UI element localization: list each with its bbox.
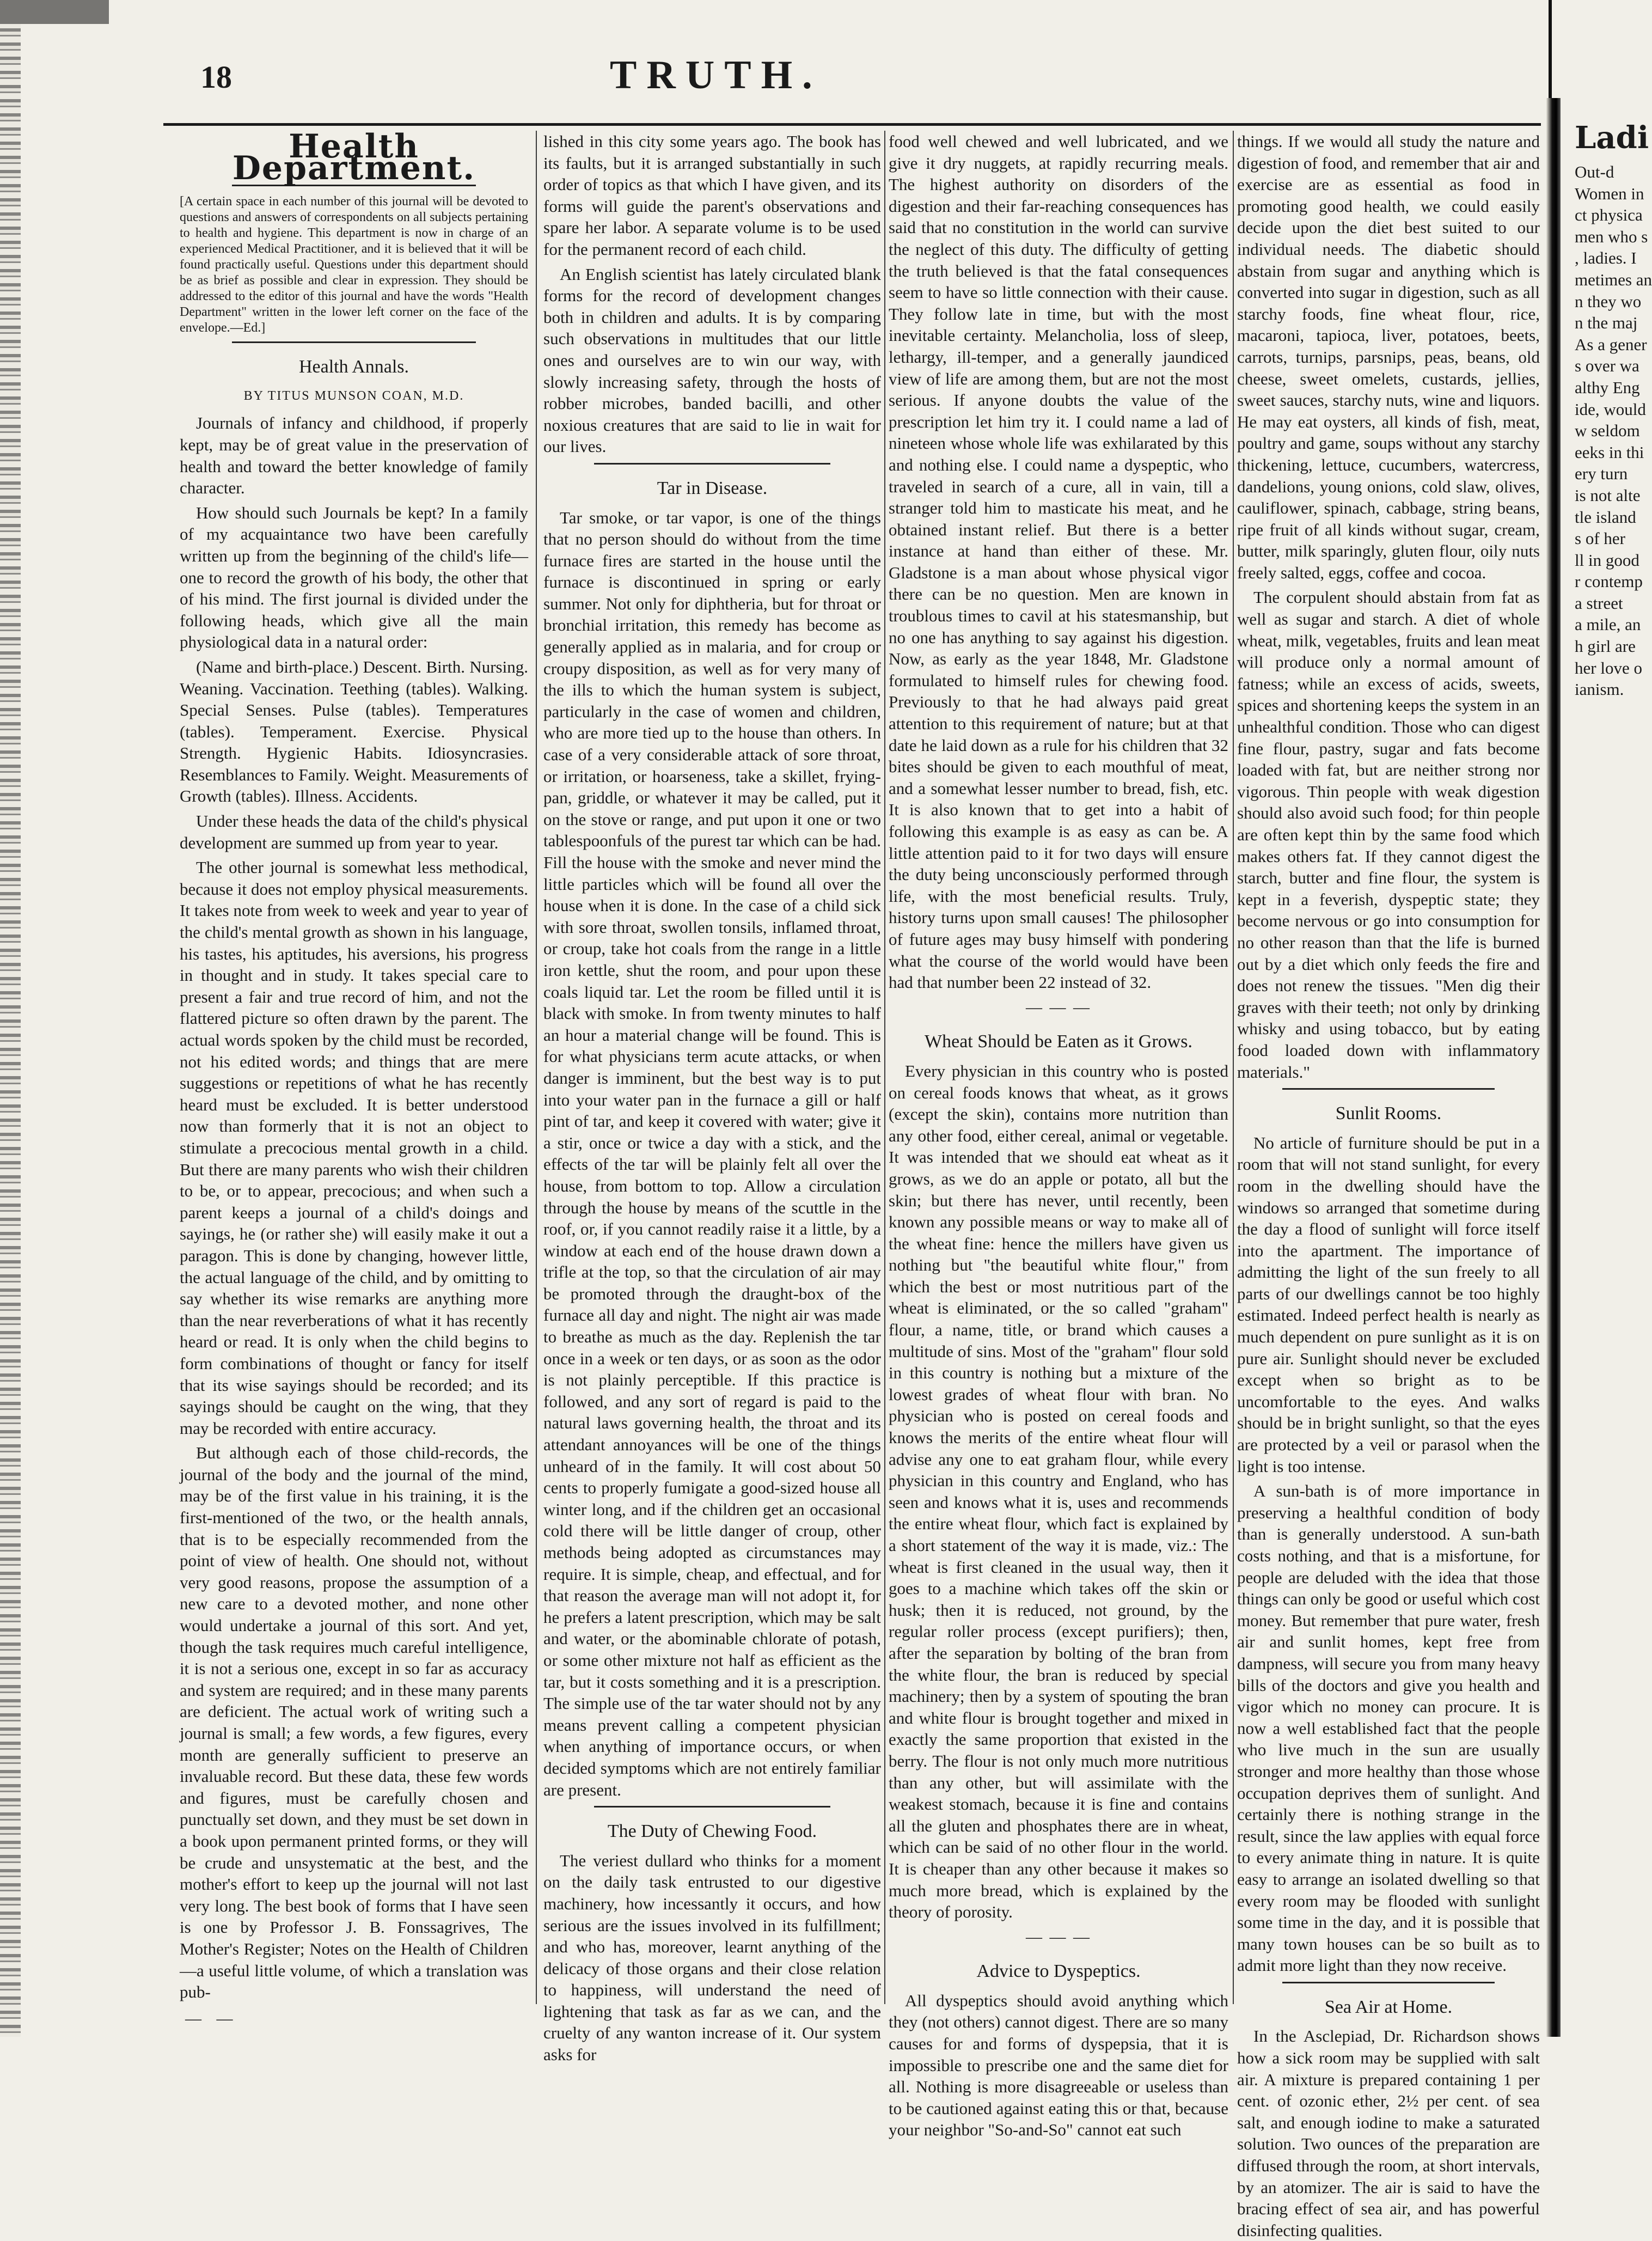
adjacent-line: n the maj [1575,313,1638,333]
paragraph: Every physician in this country who is posted on cereal foods knows that wheat, as it grows (except the skin), contains more nutrition than any other food, either cereal, animal or vegetable. It was intended that we should eat wheat as it grows, as we do an apple or potato, all but the skin; but there has never, until recently, been known any possible means or way to make all of the wheat fine: hence the millers have given us nothing but "the beautiful white flour," from which the best or most nutritious part of the wheat is eliminated, or the so called "graham" flour, a name, title, or brand which causes a multitude of sins. Most of the "graham" flour sold in this country is nothing but a mixture of the lowest grades of wheat flour with bran. No physician who is posted on cereal foods and knows the merits of the entire wheat flour will advise any one to eat graham flour, while every physician in this country and England, who has seen and knows what it is, uses and recommends the entire wheat flour, which fact is explained by a short statement of the way it is made, viz.: The wheat is first cleaned in the usual way, then it goes to a machine which takes off the skin or husk; then it is reduced, not ground, by the regular roller process (except purifiers); then, after the separation by bolting of the bran from the white flour, the bran is reduced by special machinery; then by a system of spouting the bran and white flour is brought together and mixed in exactly the same proportion that existed in the berry. The flour is not only much more nutritious than any other, but will assimilate with the weakest stomach, because it is fine and contains all the gluten and phosphates there are in wheat, which can be said of no other flour in the world. It is cheaper than any other because it makes so much more bread, which is explained by the theory of porosity. [889,1061,1228,1922]
paragraph: The corpulent should abstain from fat as well as sugar and starch. A diet of whole wheat, milk, vegetables, fruits and lean meat will produce only a normal amount of fatness; while an excess of acids, sweets, spices and shortening keeps the system in an unhealthful condition. Those who can digest fine flour, pastry, sugar and fats become loaded with fat, but are neither strong nor vigorous. Thin people with weak digestion should also avoid such food; for thin people are often kept thin by the same food which makes others fat. If they cannot digest the starch, butter and fine flour, the system is kept in a feverish, dyspeptic state; they become nervous or go into consumption for no other reason than that the life is burned out by a diet which only feeds the fire and does not renew the tissues. "Men dig their graves with their teeth; not only by drinking whisky and using tobacco, but by eating food loaded down with inflammatory materials." [1237,588,1540,1082]
paragraph: (Name and birth-place.) Descent. Birth. Nursing. Weaning. Vaccination. Teething (tables). Walking. Special Senses. Pulse (tables). Temperatures (tables). Temperament. Exercise. Physical Strength. Hygienic Habits. Idiosyncrasies. Resemblances to Family. Weight. Measurements of Growth (tables). Illness. Accidents. [180,657,528,806]
paragraph: Tar smoke, or tar vapor, is one of the things that no person should do without from the time furnace fires are started in the house until the furnace is discontinued in spring or early summer. Not only for diphtheria, but for throat or bronchial irritation, this remedy has become as generally applied as in malaria, and for croup or croupy disposition, as well as for very many of the ills to which the human system is subject, particularly in the case of women and children, who are more tied up to the house than others. In case of a very considerable attack of sore throat, or irritation, or hoarseness, take a skillet, frying-pan, griddle, or whatever it may be called, put it on the stove or range, and put upon it one or two tablespoonfuls of the purest tar which can be had. Fill the house with the smoke and never mind the little particles which will be found all over the house when it is done. In the case of a child sick with sore throat, swollen tonsils, inflamed throat, or croup, take hot coals from the range in a little iron kettle, shut the room, and pour upon these coals liquid tar. Let the room be filled until it is black with smoke. In from twenty minutes to half an hour a material change will be found. This is for what physicians term acute attacks, or when danger is imminent, but the best way is to put into your water pan in the furnace a gill or half pint of tar, and keep it covered with water; give it a stir, once or twice a day with a stick, and the effects of the tar will be plainly felt all over the house, from bottom to top. Allow a circulation through the house by means of the scuttle in the roof, or, if you cannot readily raise it a little, by a window at each end of the house drawn down a trifle at the top, so that the circulation of air may be promoted through the draught-box of the furnace all day and night. The night air was made to breathe as much as the day. Replenish the tar once in a week or ten days, or as soon as the odor is not plainly perceptible. If this practice is followed, and any sort of regard is paid to the natural laws governing health, the throat and its attendant annoyances will be one of the things unheard of in the family. It will cost about 50 cents to properly fumigate a good-sized house all winter long, and if the children get an occasional cold there will be little danger of croup, other methods being adopted as circumstances may require. It is simple, cheap, and effectual, and for that reason the average man will not adopt it, for he prefers a latent prescription, which may be salt and water, or the abominable chlorate of potash, or some other mixture not half as efficient as the tar, but it costs something and it is a prescription. The simple use of the tar water should not by any means prevent calling a competent physician when anything of importance occurs, or when decided symptoms which are not entirely familiar are present. [543,508,881,1799]
column-3 [889,131,1228,2140]
adjacent-line: metimes an [1575,270,1652,289]
section-divider: — — — [1026,998,1091,1016]
article-title-dyspeptics: Advice to Dyspeptics. [976,1961,1141,1982]
article-byline: BY TITUS MUNSON COAN, M.D. [243,388,464,403]
paragraph: The other journal is somewhat less methodical, because it does not employ physical measurements. It takes note from week to week and year to year of the child's mental growth as shown in his language, his tastes, his aptitudes, his aversions, his progress in thought and in study. It takes special care to present a fair and true record of him, and not the flattered picture so often drawn by the parent. The actual words spoken by the child must be recorded, not his edited words; and things that are mere suggestions or repetitions of what he has recently heard must be excluded. It is better understood now than formerly that it is not an object to stimulate a precocious mental growth in a child. But there are many parents who wish their children to be, or to appear, precocious; and when such a parent keeps a journal of a child's doings and sayings, he (or rather she) will easily make it out a paragon. This is done by changing, however little, the actual language of the child, and by omitting to say whether its wise remarks are anything more than the near reverberations of what it has recently heard or read. It is only when the child begins to form combinations of thought or fancy for itself that its wise sayings should be recorded; and its sayings should be caught on the wing, that they may be recorded with entire accuracy. [180,858,528,1438]
adjacent-line: men who s [1575,227,1648,246]
adjacent-line: her love o [1575,658,1642,677]
adjacent-line: ide, would [1575,399,1646,419]
paragraph: An English scientist has lately circulated blank forms for the record of development changes both in children and adults. It is by comparing such observations in multitudes that our little ones and ourselves are to win our way, with slowly increasing safety, through the hosts of robber microbes, banded bacilli, and other noxious creatures that are said to lie in wait for our lives. [543,264,881,456]
paragraph: A sun-bath is of more importance in preserving a healthful condition of body than is generally understood. A sun-bath costs nothing, and that is a misfortune, for people are deluded with the idea that those things can only be good or useful which cost money. But remember that pure water, fresh air and sunlit homes, kept free from dampness, will secure you from many heavy bills of the doctors and give you health and vigor which no money can procure. It is now a well established fact that the people who live much in the sun are usually stronger and more healthy than those whose occupation deprives them of sunlight. And certainly there is nothing strange in the result, since the law applies with equal force to every animate thing in nature. It is quite easy to arrange an isolated dwelling so that every room may be flooded with sunlight some time in the day, and it is possible that many town houses can be so built as to admit more light than they now receive. [1237,1481,1540,1975]
adjacent-line: r contemp [1575,572,1643,591]
section-rule [594,463,830,465]
adjacent-line: ery turn [1575,464,1628,484]
adjacent-line: a street [1575,593,1623,613]
adjacent-line: ll in good [1575,550,1639,570]
article-title-tar-in-disease: Tar in Disease. [657,478,768,498]
adjacent-line: ianism. [1575,680,1624,699]
paragraph: things. If we would all study the nature and digestion of food, and remember that air and exercise are as essential as food in promoting good health, we could easily decide upon the diet best suited to our individual needs. The diabetic should abstain from sugar and anything which is converted into sugar in digestion, such as all starchy foods, fine wheat flour, rice, macaroni, tapioca, liver, potatoes, beets, carrots, turnips, parsnips, peas, beans, old cheese, sweet omelets, custards, jellies, sweet sauces, starchy nuts, wine and liquors. He may eat oysters, all kinds of fish, meat, poultry and game, soups without any starchy thickening, lettuce, cucumbers, watercress, dandelions, young onions, cold slaw, olives, cauliflower, spinach, cabbage, string beans, ripe fruit of all kinds without sugar, cream, butter, milk sparingly, gluten flour, oily nuts freely salted, eggs, coffee and cocoa. [1237,132,1540,582]
paragraph: Journals of infancy and childhood, if properly kept, may be of great value in the preservation of health and toward the better knowledge of family character. [180,413,528,498]
column-rule [884,131,885,2004]
adjacent-line: w seldom [1575,421,1640,441]
adjacent-line: is not alte [1575,485,1641,505]
adjacent-line: As a gener [1575,334,1647,354]
paragraph: No article of furniture should be put in a room that will not stand sunlight, for every room in the dwelling should have the windows so arranged that sometime during the day a flood of sunlight will force itself into the apartment. The importance of admitting the light of the sun freely to all parts of our dwellings cannot be too highly estimated. Indeed perfect health is nearly as much dependent on pure sunlight as it is on pure air. Sunlight should never be excluded except when so bright as to be uncomfortable to the eyes. And walks should be in bright sunlight, so that the eyes are protected by a veil or parasol when the light is too intense. [1237,1133,1540,1476]
paragraph: Under these heads the data of the child's physical development are summed up from year to year. [180,811,528,852]
department-title: Health Department. [232,127,476,187]
footer-marks: — — [185,2010,238,2028]
adjacent-line: a mile, an [1575,615,1641,634]
masthead-title: TRUTH. [610,53,822,97]
article-title-sea-air: Sea Air at Home. [1324,1996,1453,2017]
paragraph: How should such Journals be kept? In a family of my acquaintance two have been carefully written up from the beginning of the child's life—one to record the growth of his body, the other that of his mind. The first journal is divided under the following heads, which give all the main physiological data in a natural order: [180,503,528,652]
paragraph: lished in this city some years ago. The book has its faults, but it is arranged substantially in such order of topics as that which I have given, and its forms will guide the parent's observations and spare her labor. A separate volume is to be used for the permanent record of each child. [543,132,881,259]
article-title-wheat: Wheat Should be Eaten as it Grows. [925,1031,1192,1052]
paragraph: But although each of those child-records, the journal of the body and the journal of the mind, may be of the first value in his training, it is the first-mentioned of the two, or the health annals, that is to be especially recommended from the point of view of health. One should not, without very good reasons, propose the assumption of a new care to a devoted mother, and none other would undertake a journal of this sort. And yet, though the task requires much careful intelligence, it is not a serious one, except in so far as accuracy and system are required; and in these many parents are deficient. The actual work of writing such a journal is small; a few words, a few figures, every month are generally sufficient to preserve an invaluable record. But these data, these few words and figures, must be carefully chosen and punctually set down, and they must be set down in a book upon permanent printed forms, or they will be crude and unsystematic at the best, and the mother's effort to keep up the journal will not last very long. The best book of forms that I have seen is one by Professor J. B. Fonssagrives, The Mother's Register; Notes on the Health of Children—a useful little volume, of which a translation was pub- [180,1443,528,2002]
adjacent-line: tle island [1575,507,1636,527]
paragraph: All dyspeptics should avoid anything which they (not others) cannot digest. There are so many causes for and forms of dyspepsia, that it is impossible to prescribe one and the same diet for all. Nothing is more disagreeable or useless than to be cautioned against eating this or that, because your neighbor "So-and-So" cannot eat such [889,1990,1228,2140]
column-2 [543,131,881,2065]
column-rule [536,131,537,2004]
adjacent-line: n they wo [1575,291,1642,311]
column-4 [1237,131,1540,2240]
header-rule [163,123,1541,126]
adjacent-line: ct physica [1575,205,1643,225]
column-1 [180,127,528,2004]
adjacent-line: s over wa [1575,356,1639,376]
adjacent-line: Women in [1575,184,1644,203]
adjacent-page-heading: Ladi [1575,120,1649,156]
article-title-sunlit-rooms: Sunlit Rooms. [1335,1103,1442,1124]
section-rule [1282,1088,1494,1090]
binding-tab [0,0,109,24]
column-rule [1233,131,1234,2004]
page-number: 18 [200,59,232,95]
section-rule [232,341,476,343]
paragraph: food well chewed and well lubricated, and we give it dry nuggets, at rapidly recurring meals. The highest authority on disorders of the digestion and their far-reaching consequences has said that no constitution in the world can survive the neglect of this duty. The difficulty of getting the truth believed is that the fatal consequences seem to have so little connection with their cause. They follow late in time, but with the most inevitable certainty. Melancholia, loss of sleep, lethargy, ill-temper, and a generally jaundiced view of life are among them, but are not the most serious. If anyone doubts the value of the prescription let him try it. I could name a lad of nineteen whose whole life was exhilarated by this and nothing else. I could name a dyspeptic, who traveled in search of a cure, all in vain, till a stranger told him to masticate his meat, and he obtained instant relief. But there is a better instance at hand than either of these. Mr. Gladstone is a man about whose physical vigor there can be no question. Men are known in troublous times to cavil at his statesmanship, but no one has anything to say against his digestion. Now, as early as the year 1848, Mr. Gladstone formulated to himself rules for chewing food. Previously to that he had always paid great attention to this requirement of nature; but at that date he laid down as a rule for his children that 32 bites should be given to each mouthful of meat, and a somewhat lesser number to bread, fish, etc. It is also known that to get into a habit of following this example is as easy as can be. A little attention paid to it for two days will ensure the duty being unconsciously performed through life, with the most beneficial results. Truly, history turns upon small causes! The philosopher of future ages may busy himself with pondering what the course of the world would have been had that number been 22 instead of 32. [889,132,1228,992]
editor-note: [A certain space in each number of this journal will be devoted to questions and answers of correspondents on all subjects pertaining to health and hygiene. This department is now in charge of an experienced Medical Practitioner, and it is believed that it will be found practically useful. Questions under this department should be as brief as possible and clear in expression. They should be addressed to the editor of this journal and have the words "Health Department" written in the lower left corner on the face of the envelope.—Ed.] [180,194,528,335]
spine-top [1549,0,1552,98]
adjacent-line: Out-d [1575,162,1614,181]
adjacent-line: althy Eng [1575,377,1640,397]
paragraph: In the Asclepiad, Dr. Richardson shows how a sick room may be supplied with salt air. A mixture is prepared containing 1 per cent. of ozonic ether, 2½ per cent. of sea salt, and enough iodine to make a saturated solution. Two ounces of the preparation are diffused through the room, at short intervals, by an atomizer. The air is said to have the bracing effect of sea air, and has powerful disinfecting qualities. [1237,2026,1540,2240]
section-divider: — — — [1026,1927,1091,1946]
section-rule [1282,1982,1494,1983]
adjacent-line: h girl are [1575,637,1636,656]
adjacent-line: eeks in thi [1575,442,1644,462]
paragraph: The veriest dullard who thinks for a moment on the daily task entrusted to our digestive machinery, how incessantly it occurs, and how serious are the issues involved in its fulfillment; and who has, moreover, learnt anything of the delicacy of those organs and their close relation to happiness, will understand the need of lightening that task as far as we can, and the cruelty of any wanton increase of it. Our system asks for [543,1851,881,2065]
adjacent-line: s of her [1575,529,1625,548]
book-spine-shadow [1546,98,1561,2037]
section-rule [594,1806,830,1808]
adjacent-line: , ladies. I [1575,248,1637,268]
binding-edge [0,0,21,2037]
article-title-chewing-food: The Duty of Chewing Food. [607,1821,817,1842]
article-title-health-annals: Health Annals. [298,357,409,377]
adjacent-page-fragment [1562,0,1652,2037]
